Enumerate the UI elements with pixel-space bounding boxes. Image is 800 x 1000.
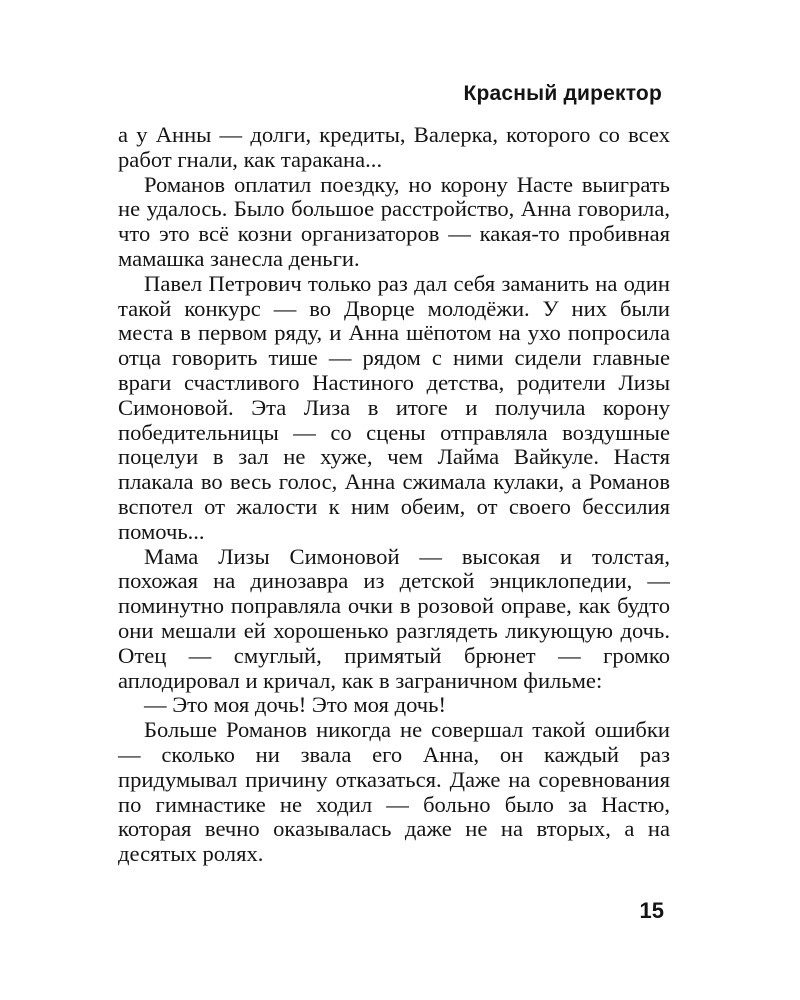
paragraph: Романов оплатил поездку, но корону Насте выиграть не удалось. Было большое расстройство, Анна говорила, что это всё козни организаторов — какая-то пробивная мамашка занесла деньги. <box>118 171 670 271</box>
paragraph: Мама Лизы Симоновой — высокая и толстая, похожая на динозавра из детской энциклопедии, — поминутно поправляла очки в розовой оправе, как будто они мешали ей хорошенько разглядеть ликующую дочь. Отец — смуглый, примятый брюнет — громко аплодировал и кричал, как в заграничном фильме: <box>118 543 670 693</box>
body-text <box>118 123 670 867</box>
paragraph: Больше Романов никогда не совершал такой ошибки — сколько ни звала его Анна, он каждый раз придумывал причину отказаться. Даже на соревнования по гимнастике не ходил — больно было за Настю, которая вечно оказывалась даже не на вторых, а на десятых ролях. <box>118 717 670 867</box>
paragraph: Павел Петрович только раз дал себя заманить на один такой конкурс — во Дворце молодёжи. У них были места в первом ряду, и Анна шёпотом на ухо попросила отца говорить тише — рядом с ними сидели главные враги счастливого Настиного детства, родители Лизы Симоновой. Эта Лиза в итоге и получила корону победительницы — со сцены отправляла воздушные поцелуи в зал не хуже, чем Лайма Вайкуле. Настя плакала во весь голос, Анна сжимала кулаки, а Романов вспотел от жалости к ним обеим, от своего бессилия помочь... <box>118 270 670 544</box>
running-title: Красный директор <box>463 82 662 105</box>
page-number: 15 <box>639 898 664 923</box>
paragraph: — Это моя дочь! Это моя дочь! <box>144 692 446 718</box>
paragraph: а у Анны — долги, кредиты, Валерка, которого со всех работ гнали, как таракана... <box>118 122 670 172</box>
